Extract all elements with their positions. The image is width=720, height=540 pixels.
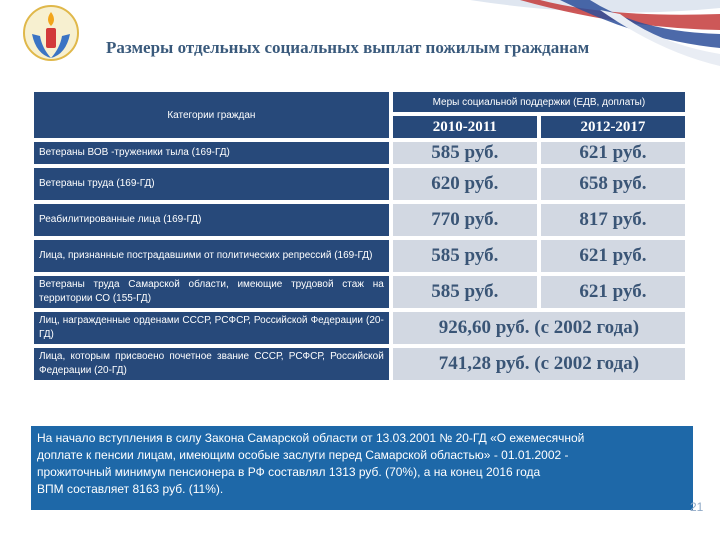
table-row	[32, 166, 687, 202]
row-value-2010: 585 руб.	[391, 238, 539, 274]
row-value-merged: 926,60 руб. (с 2002 года)	[391, 310, 687, 346]
row-value-2010: 770 руб.	[391, 202, 539, 238]
row-category: Ветераны ВОВ -труженики тыла (169-ГД)	[32, 140, 391, 166]
row-category: Ветераны труда (169-ГД)	[32, 166, 391, 202]
note-line: На начало вступления в силу Закона Самарской области от 13.03.2001 № 20-ГД «О ежемесячной	[37, 431, 585, 445]
row-value-2010: 620 руб.	[391, 166, 539, 202]
note-line: доплате к пенсии лицам, имеющим особые заслуги перед Самарской областью» - 01.01.2002 -	[37, 448, 569, 462]
table-row	[32, 238, 687, 274]
row-value-2012: 621 руб.	[539, 140, 687, 166]
row-value-2012: 621 руб.	[539, 238, 687, 274]
row-category: Лица, которым присвоено почетное звание СССР, РСФСР, Российской Федерации (20-ГД)	[32, 346, 391, 382]
row-category: Ветераны труда Самарской области, имеющие трудовой стаж на территории СО (155-ГД)	[32, 274, 391, 310]
row-value-2012: 817 руб.	[539, 202, 687, 238]
page-number: 21	[690, 500, 704, 514]
table-row	[32, 346, 687, 382]
header-year-1: 2010-2011	[391, 114, 539, 140]
table-row	[32, 140, 687, 166]
row-category: Реабилитированные лица (169-ГД)	[32, 202, 391, 238]
row-value-merged: 741,28 руб. (с 2002 года)	[391, 346, 687, 382]
table-row	[32, 202, 687, 238]
payments-table	[32, 90, 687, 382]
row-value-2010: 585 руб.	[391, 140, 539, 166]
row-value-2010: 585 руб.	[391, 274, 539, 310]
page-title: Размеры отдельных социальных выплат пожилым гражданам	[106, 38, 590, 57]
row-value-2012: 621 руб.	[539, 274, 687, 310]
header-group: Меры социальной поддержки (ЕДВ, доплаты)	[391, 90, 687, 114]
row-value-2012: 658 руб.	[539, 166, 687, 202]
row-category: Лица, признанные пострадавшими от политических репрессий (169-ГД)	[32, 238, 391, 274]
info-note	[31, 426, 693, 510]
row-category: Лиц, награжденные орденами СССР, РСФСР, Российской Федерации (20-ГД)	[32, 310, 391, 346]
header-year-2: 2012-2017	[539, 114, 687, 140]
table-row	[32, 310, 687, 346]
table-row	[32, 274, 687, 310]
header-category: Категории граждан	[32, 90, 391, 140]
note-line: прожиточный минимум пенсионера в РФ составлял 1313 руб. (70%), а на конец 2016 года	[37, 465, 541, 479]
note-line: ВПМ составляет 8163 руб. (11%).	[37, 482, 224, 496]
logo-icon	[22, 4, 80, 62]
